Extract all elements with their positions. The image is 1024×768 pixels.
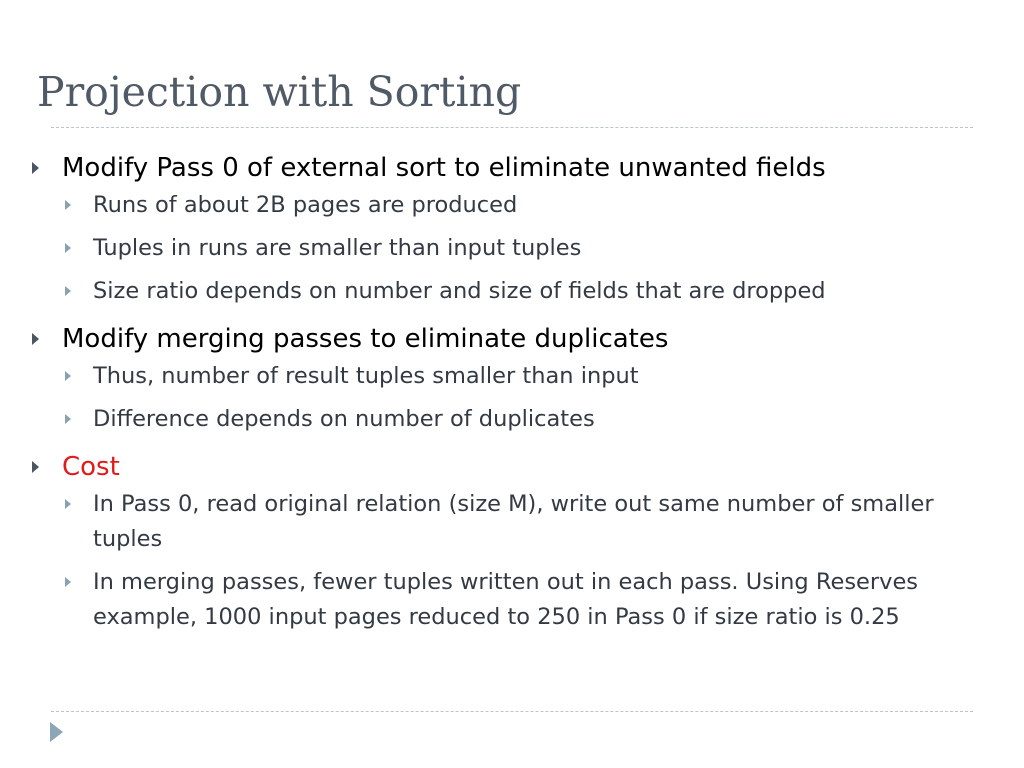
sub-bullet-arrow-icon	[65, 286, 71, 296]
bullet-arrow-icon	[32, 333, 39, 345]
bullet-l2	[30, 402, 1005, 437]
sub-bullet-arrow-icon	[65, 200, 71, 210]
bullet-l1-text: Cost	[62, 452, 120, 482]
bullet-l2-text: Thus, number of result tuples smaller than input	[93, 363, 639, 389]
slide-body	[30, 150, 1005, 647]
triangle-right-icon	[50, 722, 63, 742]
bullet-l2	[30, 565, 1005, 635]
sub-bullet-arrow-icon	[65, 414, 71, 424]
slide-title: Projection with Sorting	[37, 68, 522, 116]
sub-bullet-arrow-icon	[65, 371, 71, 381]
bullet-l2	[30, 487, 1005, 557]
bullet-arrow-icon	[32, 162, 39, 174]
bullet-l1-cost	[30, 449, 1005, 485]
bullet-l2	[30, 359, 1005, 394]
sub-bullet-list	[30, 359, 1005, 437]
bullet-l2	[30, 274, 1005, 309]
bullet-l2-text: In Pass 0, read original relation (size M), write out same number of smaller tuples	[93, 491, 934, 552]
bullet-l2-text: Size ratio depends on number and size of fields that are dropped	[93, 278, 826, 304]
title-divider	[51, 127, 973, 128]
sub-bullet-list	[30, 188, 1005, 309]
bullet-l1	[30, 321, 1005, 357]
bullet-l2-text: Runs of about 2B pages are produced	[93, 192, 518, 218]
bullet-l1	[30, 150, 1005, 186]
sub-bullet-arrow-icon	[65, 499, 71, 509]
bullet-l2-text: Tuples in runs are smaller than input tuples	[93, 235, 582, 261]
sub-bullet-list	[30, 487, 1005, 635]
footer-divider	[51, 711, 973, 712]
bullet-l2-text: In merging passes, fewer tuples written out in each pass. Using Reserves example, 1000 input pages reduced to 250 in Pass 0 if size ratio is 0.25	[93, 569, 919, 630]
bullet-arrow-icon	[32, 461, 39, 473]
bullet-l2	[30, 231, 1005, 266]
bullet-l2-text: Difference depends on number of duplicates	[93, 406, 595, 432]
bullet-l1-text: Modify Pass 0 of external sort to eliminate unwanted fields	[62, 153, 826, 183]
sub-bullet-arrow-icon	[65, 243, 71, 253]
bullet-l1-text: Modify merging passes to eliminate duplicates	[62, 324, 669, 354]
bullet-l2	[30, 188, 1005, 223]
sub-bullet-arrow-icon	[65, 577, 71, 587]
